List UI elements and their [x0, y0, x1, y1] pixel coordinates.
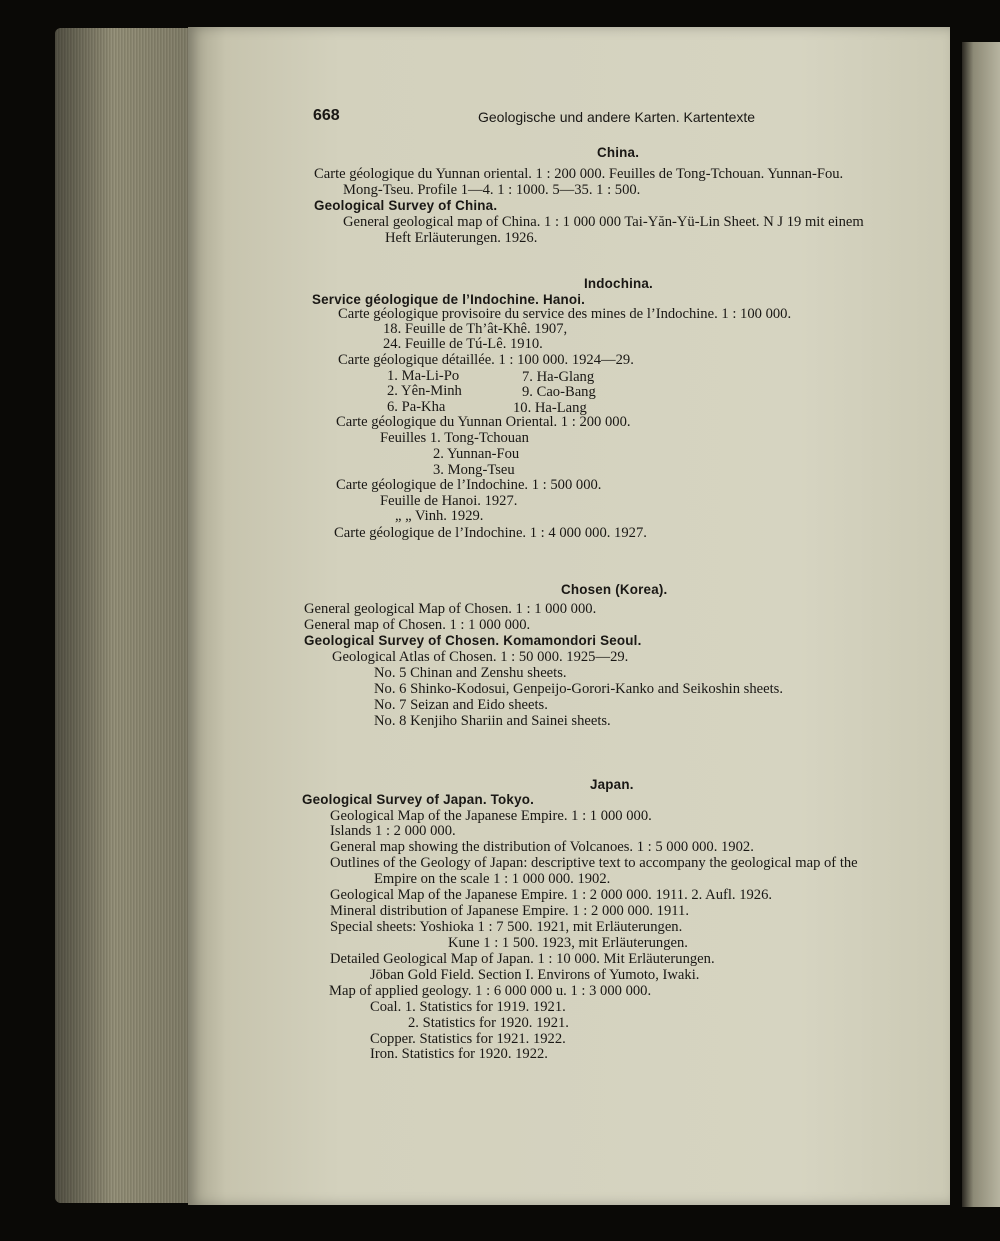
text-line: Special sheets: Yoshioka 1 : 7 500. 1921, mit Erläuterungen.	[330, 919, 683, 935]
text-line: Carte géologique détaillée. 1 : 100 000. 1924—29.	[338, 352, 634, 368]
text-line: No. 7 Seizan and Eido sheets.	[374, 697, 548, 713]
text-line: Carte géologique provisoire du service des mines de l’Indochine. 1 : 100 000.	[338, 306, 792, 322]
text-line: General map showing the distribution of Volcanoes. 1 : 5 000 000. 1902.	[330, 839, 754, 855]
text-line: General geological map of China. 1 : 1 000 000 Tai-Yăn-Yü-Lin Sheet. N J 19 mit einem	[343, 214, 864, 230]
text-line: Mong-Tseu. Profile 1—4. 1 : 1000. 5—35. 1 : 500.	[343, 182, 641, 198]
text-line: Mineral distribution of Japanese Empire. 1 : 2 000 000. 1911.	[330, 903, 689, 919]
text-line: Coal. 1. Statistics for 1919. 1921.	[370, 999, 566, 1015]
text-line: General geological Map of Chosen. 1 : 1 000 000.	[304, 601, 597, 617]
text-line: 2. Statistics for 1920. 1921.	[408, 1015, 569, 1031]
text-line: Islands 1 : 2 000 000.	[330, 823, 456, 839]
text-line: Geological Map of the Japanese Empire. 1 : 2 000 000. 1911. 2. Aufl. 1926.	[330, 887, 773, 903]
text-line: No. 5 Chinan and Zenshu sheets.	[374, 665, 567, 681]
text-line: Empire on the scale 1 : 1 000 000. 1902.	[374, 871, 611, 887]
text-line: Copper. Statistics for 1921. 1922.	[370, 1031, 566, 1047]
text-line: Geological Map of the Japanese Empire. 1 : 1 000 000.	[330, 808, 652, 824]
institution-heading: Geological Survey of Chosen. Komamondori Seoul.	[304, 633, 642, 648]
text-line: 6. Pa-Kha	[387, 399, 446, 415]
text-line: 3. Mong-Tseu	[433, 462, 515, 478]
section-heading-chosen: Chosen (Korea).	[561, 582, 668, 597]
text-line: Jōban Gold Field. Section I. Environs of Yumoto, Iwaki.	[370, 967, 700, 983]
text-line: Geological Atlas of Chosen. 1 : 50 000. 1925—29.	[332, 649, 629, 665]
text-line: 18. Feuille de Th’ât-Khê. 1907,	[383, 321, 568, 337]
text-line: General map of Chosen. 1 : 1 000 000.	[304, 617, 531, 633]
text-line: Feuille de Hanoi. 1927.	[380, 493, 518, 509]
section-heading-japan: Japan.	[590, 777, 634, 792]
institution-heading: Geological Survey of Japan. Tokyo.	[302, 792, 535, 807]
section-heading-china: China.	[597, 145, 640, 160]
text-line: Detailed Geological Map of Japan. 1 : 10 000. Mit Erläuterungen.	[330, 951, 715, 967]
institution-heading: Geological Survey of China.	[314, 198, 498, 213]
institution-heading: Service géologique de l’Indochine. Hanoi.	[312, 292, 586, 307]
text-line: Iron. Statistics for 1920. 1922.	[370, 1046, 548, 1062]
text-line: No. 8 Kenjiho Shariin and Sainei sheets.	[374, 713, 611, 729]
page-number: 668	[313, 107, 340, 124]
text-line: 2. Yên-Minh	[387, 383, 462, 399]
text-line: 9. Cao-Bang	[522, 384, 596, 400]
text-line: Outlines of the Geology of Japan: descriptive text to accompany the geological map of the	[330, 855, 858, 871]
text-line: 2. Yunnan-Fou	[433, 446, 520, 462]
text-line: 7. Ha-Glang	[522, 369, 595, 385]
text-line: No. 6 Shinko-Kodosui, Genpeijo-Gorori-Kanko and Seikoshin sheets.	[374, 681, 783, 697]
running-title: Geologische und andere Karten. Kartentexte	[478, 109, 756, 125]
text-line: Kune 1 : 1 500. 1923, mit Erläuterungen.	[448, 935, 688, 951]
text-line: Heft Erläuterungen. 1926.	[385, 230, 538, 246]
text-line: Carte géologique du Yunnan Oriental. 1 : 200 000.	[336, 414, 631, 430]
text-line: 10. Ha-Lang	[513, 400, 587, 416]
text-line: „ „ Vinh. 1929.	[395, 508, 484, 524]
text-line: Feuilles 1. Tong-Tchouan	[380, 430, 529, 446]
text-line: Carte géologique de l’Indochine. 1 : 4 000 000. 1927.	[334, 525, 647, 541]
text-line: Map of applied geology. 1 : 6 000 000 u. 1 : 3 000 000.	[329, 983, 652, 999]
text-line: 1. Ma-Li-Po	[387, 368, 460, 384]
text-line: Carte géologique du Yunnan oriental. 1 : 200 000. Feuilles de Tong-Tchouan. Yunnan-Fou.	[314, 166, 844, 182]
section-heading-indochina: Indochina.	[584, 276, 653, 291]
facing-page-edge	[962, 42, 1000, 1207]
page-edges-shadow	[55, 28, 200, 1203]
text-line: 24. Feuille de Tú-Lê. 1910.	[383, 336, 543, 352]
text-line: Carte géologique de l’Indochine. 1 : 500 000.	[336, 477, 602, 493]
